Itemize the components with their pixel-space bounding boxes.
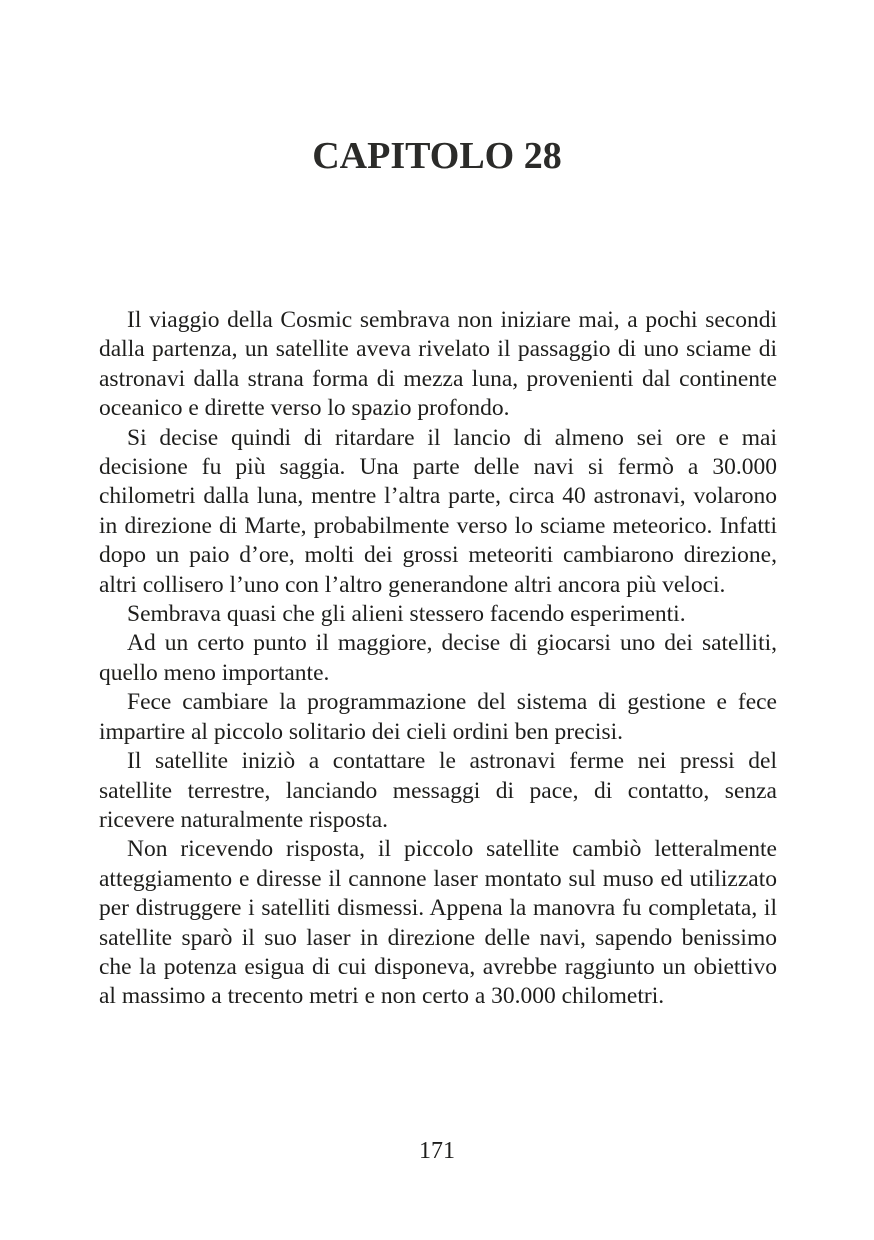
paragraph: Sembrava quasi che gli alieni stessero facendo esperimenti. (127, 601, 686, 628)
paragraph: Ad un certo punto il maggiore, decise di giocarsi uno dei satelliti, quello meno importante. (99, 630, 777, 686)
paragraph: Fece cambiare la programmazione del sistema di gestione e fece impartire al piccolo solitario dei cieli ordini ben precisi. (99, 689, 777, 745)
chapter-title: CAPITOLO 28 (312, 135, 562, 177)
paragraph: Il satellite iniziò a contattare le astronavi ferme nei pressi del satellite terrestre, lanciando messaggi di pace, di contatto, senza ricevere naturalmente risposta. (99, 748, 777, 833)
paragraph: Non ricevendo risposta, il piccolo satellite cambiò letteralmente atteggiamento e diresse il cannone laser montato sul muso ed utilizzato per distruggere i satelliti dismessi. Appena la manovra fu completata, il satellite sparò il suo laser in direzione delle navi, sapendo benissimo che la potenza esigua di cui disponeva, avrebbe raggiunto un obiettivo al massimo a trecento metri e non certo a 30.000 chilometri. (99, 836, 777, 1010)
body-text (99, 306, 777, 1012)
page-number: 171 (419, 1138, 455, 1164)
paragraph: Si decise quindi di ritardare il lancio di almeno sei ore e mai decisione fu più saggia. Una parte delle navi si fermò a 30.000 chilometri dalla luna, mentre l’altra parte, circa 40 astronavi, volarono in direzione di Marte, probabilmente verso lo sciame meteorico. Infatti dopo un paio d’ore, molti dei grossi meteoriti cambiarono direzione, altri collisero l’uno con l’altro generandone altri ancora più veloci. (99, 424, 777, 598)
paragraph: Il viaggio della Cosmic sembrava non iniziare mai, a pochi secondi dalla partenza, un satellite aveva rivelato il passaggio di uno sciame di astronavi dalla strana forma di mezza luna, provenienti dal continente oceanico e dirette verso lo spazio profondo. (99, 307, 777, 422)
